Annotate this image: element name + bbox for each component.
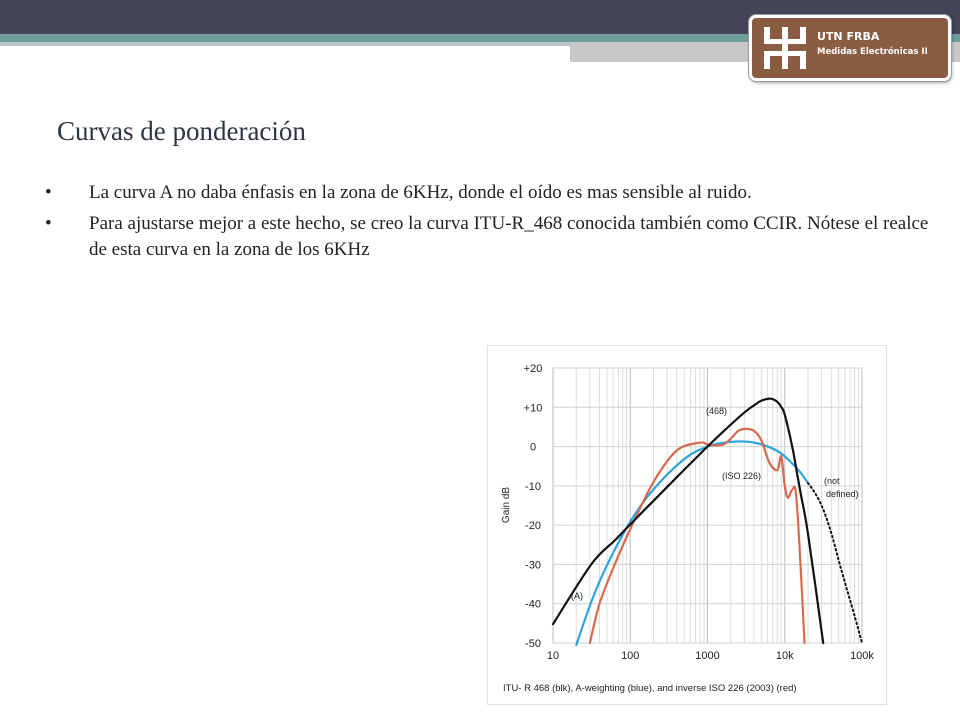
y-tick-label: +20 bbox=[523, 363, 543, 375]
bullet-text: La curva A no daba énfasis en la zona de 6KHz, donde el oído es mas sensible al ruido. bbox=[89, 182, 752, 203]
x-tick-label: 10 bbox=[546, 650, 560, 662]
slide-title: Curvas de ponderación bbox=[57, 116, 306, 146]
y-tick-label: -30 bbox=[525, 559, 541, 572]
series-label-iso226: (ISO 226) bbox=[722, 471, 762, 481]
utn-logo bbox=[749, 15, 951, 81]
header-light-stripe bbox=[0, 42, 570, 46]
y-tick-label: -20 bbox=[525, 520, 541, 533]
bullet-text: Para ajustarse mejor a este hecho, se creo la curva ITU-R_468 conocida también como CCIR. Nótese el realce de esta curva en la zona de los 6KHz bbox=[89, 213, 929, 260]
y-tick-label: -50 bbox=[525, 638, 541, 650]
y-tick-label: 0 bbox=[529, 441, 537, 454]
x-tick-label: 10k bbox=[775, 650, 794, 662]
logo-title: UTN FRBA bbox=[817, 30, 880, 43]
utn-emblem-icon bbox=[762, 24, 808, 72]
series-label-468: (468) bbox=[706, 406, 728, 416]
x-tick-label: 100k bbox=[850, 650, 874, 662]
bullet-item bbox=[45, 180, 945, 206]
series-label-not-defined: (not defined) bbox=[824, 476, 859, 499]
bullet-marker: • bbox=[45, 213, 52, 234]
bullet-item bbox=[45, 211, 945, 263]
y-tick-label: +10 bbox=[523, 402, 543, 415]
y-axis-label: Gain dB bbox=[501, 486, 512, 524]
x-tick-label: 100 bbox=[621, 650, 640, 662]
logo-subtitle: Medidas Electrónicas II bbox=[817, 47, 928, 57]
y-tick-label: -10 bbox=[525, 480, 541, 493]
weighting-curves-chart bbox=[487, 345, 887, 705]
y-tick-label: -40 bbox=[525, 598, 541, 611]
x-tick-label: 1000 bbox=[695, 650, 720, 662]
bullet-list bbox=[45, 180, 945, 263]
chart-caption: ITU- R 468 (blk), A-weighting (blue), and inverse ISO 226 (2003) (red) bbox=[503, 683, 797, 694]
bullet-marker: • bbox=[45, 182, 52, 203]
series-label-a: (A) bbox=[571, 591, 583, 601]
chart-svg bbox=[487, 345, 887, 705]
